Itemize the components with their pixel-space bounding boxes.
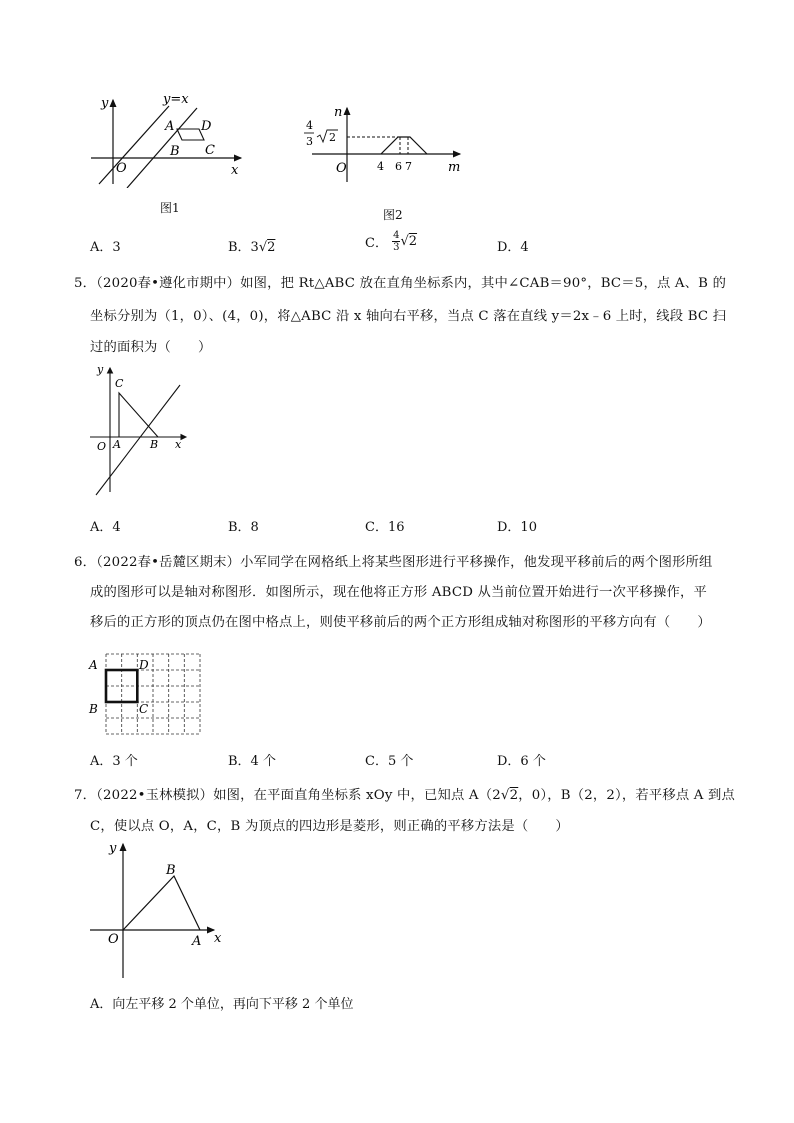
q5-option-d[interactable]: D．10: [497, 520, 537, 535]
point-b-label: B: [166, 863, 176, 878]
origin-label: O: [116, 161, 127, 176]
q6-text-line-3: 移后的正方形的顶点仍在图中格点上，则使平移前后的两个正方形组成轴对称图形的平移方向有（ ）: [90, 615, 711, 630]
q7-text-line-2: C，使以点 O，A，C，B 为顶点的四边形是菱形，则正确的平移方法是（ ）: [90, 819, 569, 834]
q6-option-d[interactable]: D．6 个: [497, 754, 546, 769]
q7-option-a[interactable]: A．向左平移 2 个单位，再向下平移 2 个单位: [90, 997, 354, 1012]
line-y-equals-x: [99, 106, 169, 184]
point-c-label: C: [115, 377, 124, 390]
tick-6: 6: [395, 160, 402, 173]
y-label: y: [101, 96, 109, 111]
q4-option-d[interactable]: D．4: [497, 240, 529, 255]
q6-text-line-1: 6．（2022春•岳麓区期末）小军同学在网格纸上将某些图形进行平移操作，他发现平移前后的两个图形所组: [74, 555, 713, 570]
point-c-label: C: [139, 702, 149, 716]
y-value-numerator: 4: [306, 119, 313, 132]
n-label: n: [334, 105, 343, 120]
q4-figure-1: [85, 88, 255, 188]
q7-figure: [86, 838, 236, 984]
line-label: y=x: [163, 92, 189, 107]
triangle-oba: [123, 876, 200, 930]
point-a-label: A: [89, 658, 98, 672]
y-value-radicand: 2: [329, 131, 336, 144]
q5-figure: [88, 362, 198, 500]
parallel-line: [127, 108, 197, 188]
line-y-2x-6: [96, 385, 180, 495]
point-a-label: A: [113, 438, 121, 451]
point-d-label: D: [139, 658, 149, 672]
origin-label: O: [108, 932, 119, 947]
q5-option-a[interactable]: A．4: [90, 520, 121, 535]
q7-line1-end: ，0），B（2，2），若平移点 A 到点: [518, 788, 736, 803]
figure-1-caption: 图1: [160, 201, 180, 215]
sqrt-symbol: √: [400, 234, 409, 249]
q4-figure-2: [298, 104, 468, 184]
option-c-prefix: C．: [365, 236, 388, 251]
q4-option-b[interactable]: [228, 236, 275, 255]
q5-option-c[interactable]: C．16: [365, 520, 405, 535]
y-value-denominator: 3: [306, 135, 313, 148]
point-b-label: B: [170, 144, 180, 159]
parallelogram-abcd: [177, 129, 204, 140]
origin-label: O: [97, 440, 107, 453]
trapezoid-graph: [381, 137, 427, 154]
y-label: y: [97, 363, 104, 376]
triangle-abc: [119, 393, 158, 437]
figure-2-caption: 图2: [383, 208, 403, 222]
tick-4: 4: [377, 160, 384, 173]
q6-option-c[interactable]: C．5 个: [365, 754, 414, 769]
q4-option-a[interactable]: A．3: [90, 240, 121, 255]
q7-line1-radicand: 2: [509, 788, 519, 803]
option-b-radicand: 2: [267, 240, 276, 255]
option-c-radicand: 2: [408, 234, 418, 249]
point-c-label: C: [205, 143, 215, 158]
dashed-grid: [106, 654, 200, 734]
option-c-denominator: 3: [393, 242, 400, 253]
q7-line1-start: 7．（2022•玉林模拟）如图，在平面直角坐标系 xOy 中，已知点 A（2: [74, 788, 501, 803]
q5-text-line-2: 坐标分别为（1，0）、(4，0)，将△ABC 沿 x 轴向右平移，当点 C 落在直线 y＝2x﹣6 上时，线段 BC 扫: [90, 309, 727, 324]
m-label: m: [448, 160, 461, 175]
point-b-label: B: [89, 702, 98, 716]
sqrt-symbol: √: [258, 240, 268, 255]
sqrt-symbol: √: [500, 788, 510, 803]
q5-option-b[interactable]: B．8: [228, 520, 259, 535]
option-c-numerator: 4: [393, 230, 400, 241]
tick-7: 7: [405, 160, 412, 173]
point-b-label: B: [150, 438, 159, 451]
x-label: x: [231, 163, 239, 178]
q5-text-line-1: 5．（2020春•遵化市期中）如图，把 Rt△ABC 放在直角坐标系内，其中∠CAB＝90°，BC＝5，点 A、B 的: [74, 276, 727, 291]
q6-grid-figure: [86, 652, 206, 736]
y-label: y: [109, 841, 117, 856]
q4-option-c[interactable]: [365, 230, 417, 253]
q6-option-a[interactable]: A．3 个: [90, 754, 138, 769]
q6-option-b[interactable]: B．4 个: [228, 754, 276, 769]
point-d-label: D: [201, 119, 212, 134]
option-b-prefix: B．3: [228, 240, 259, 255]
point-a-label: A: [165, 119, 175, 134]
q6-text-line-2: 成的图形可以是轴对称图形．如图所示，现在他将正方形 ABCD 从当前位置开始进行一次平移操作，平: [90, 585, 707, 600]
x-label: x: [214, 931, 222, 946]
q5-text-line-3: 过的面积为（ ）: [90, 340, 212, 355]
q7-text-line-1: [74, 784, 735, 803]
origin-label: O: [336, 161, 347, 176]
point-a-label: A: [192, 934, 202, 949]
x-label: x: [175, 438, 182, 451]
